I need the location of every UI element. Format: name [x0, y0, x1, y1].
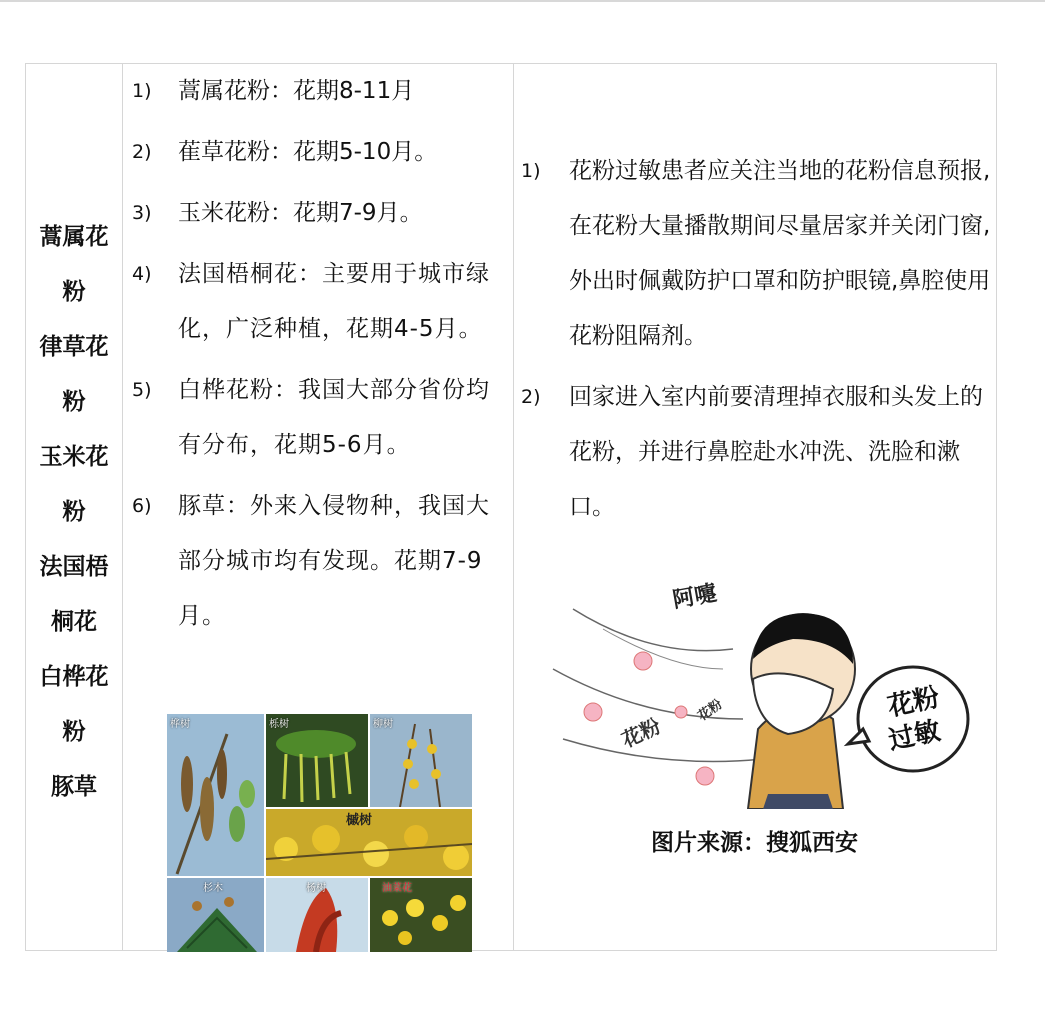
pollen-name-line: 粉	[62, 719, 86, 745]
item-number: 6)	[132, 495, 152, 517]
photo-label: 杨树	[306, 883, 326, 894]
pollen-name-line: 豚草	[51, 774, 97, 800]
item-number: 1)	[521, 160, 541, 182]
top-border	[0, 0, 1045, 2]
photo-poplar	[266, 878, 368, 952]
photo-label: 栎树	[269, 719, 289, 730]
item-text: 花粉过敏患者应关注当地的花粉信息预报,在花粉大量播散期间尽量居家并关闭门窗,外出时佩戴防护口罩和防护眼镜,鼻腔使用花粉阻隔剂。	[569, 158, 991, 349]
item-number: 3)	[132, 202, 152, 224]
pollen-names	[26, 210, 122, 815]
item-text: 蒿属花粉：花期8-11月	[178, 78, 415, 104]
photo-label: 槭树	[346, 813, 373, 828]
item-text: 白桦花粉：我国大部分省份均有分布，花期5-6月。	[178, 377, 490, 458]
photo-label: 油菜花	[382, 883, 412, 894]
pollen-names-column	[26, 64, 123, 950]
image-source-caption: 图片来源：搜狐西安	[651, 830, 858, 856]
pollen-name-line: 玉米花	[39, 444, 109, 470]
item-number: 1)	[132, 80, 152, 102]
flowering-period-list	[132, 64, 507, 650]
flowering-periods-column	[122, 64, 514, 950]
sneeze-text: 阿嚏	[670, 580, 719, 613]
photo-rapeseed	[370, 878, 472, 952]
list-item	[132, 186, 507, 241]
item-text: 萑草花粉：花期5-10月。	[178, 139, 438, 165]
list-item	[521, 144, 991, 364]
pollen-plants-photo-grid	[167, 714, 472, 952]
list-item	[132, 363, 507, 473]
pollen-name-line: 桐花	[51, 609, 97, 635]
item-number: 2)	[521, 386, 541, 408]
item-number: 4)	[132, 263, 152, 285]
item-number: 2)	[132, 141, 152, 163]
sneezing-cartoon-image	[533, 569, 973, 809]
pollen-name-line: 法国梧	[39, 554, 109, 580]
photo-willow	[370, 714, 472, 807]
info-table	[25, 63, 997, 951]
photo-fir	[167, 878, 264, 952]
prevention-tips-list	[521, 144, 991, 541]
pollen-name-line: 粉	[62, 279, 86, 305]
photo-label: 柳树	[373, 719, 393, 730]
bubble-text-line1: 花粉	[884, 681, 942, 722]
pollen-name-line: 粉	[62, 499, 86, 525]
pollen-name-line: 粉	[62, 389, 86, 415]
photo-oak	[266, 714, 368, 807]
item-text: 玉米花粉：花期7-9月。	[178, 200, 423, 226]
pollen-name-line: 蒿属花	[39, 224, 109, 250]
pollen-name-line: 律草花	[39, 334, 109, 360]
photo-label: 杉木	[203, 883, 223, 894]
item-number: 5)	[132, 379, 152, 401]
photo-birch	[167, 714, 264, 876]
list-item	[132, 479, 507, 644]
item-text: 回家进入室内前要清理掉衣服和头发上的花粉，并进行鼻腔赴水冲洗、洗脸和漱口。	[569, 384, 983, 520]
bubble-text-line2: 过敏	[885, 714, 943, 756]
list-item	[132, 125, 507, 180]
photo-label: 桦树	[170, 719, 190, 730]
pollen-name-line: 白桦花	[39, 664, 109, 690]
list-item	[132, 247, 507, 357]
item-text: 豚草：外来入侵物种，我国大部分城市均有发现。花期7-9月。	[178, 493, 490, 629]
photo-maple	[266, 809, 472, 876]
list-item	[521, 370, 991, 535]
prevention-tips-column	[513, 64, 996, 950]
pollen-wind-text: 花粉	[618, 715, 665, 753]
birch-catkins-image	[167, 714, 264, 876]
item-text: 法国梧桐花：主要用于城市绿化，广泛种植，花期4-5月。	[178, 261, 490, 342]
list-item	[132, 64, 507, 119]
pollen-wind-text: 花粉	[694, 696, 725, 724]
